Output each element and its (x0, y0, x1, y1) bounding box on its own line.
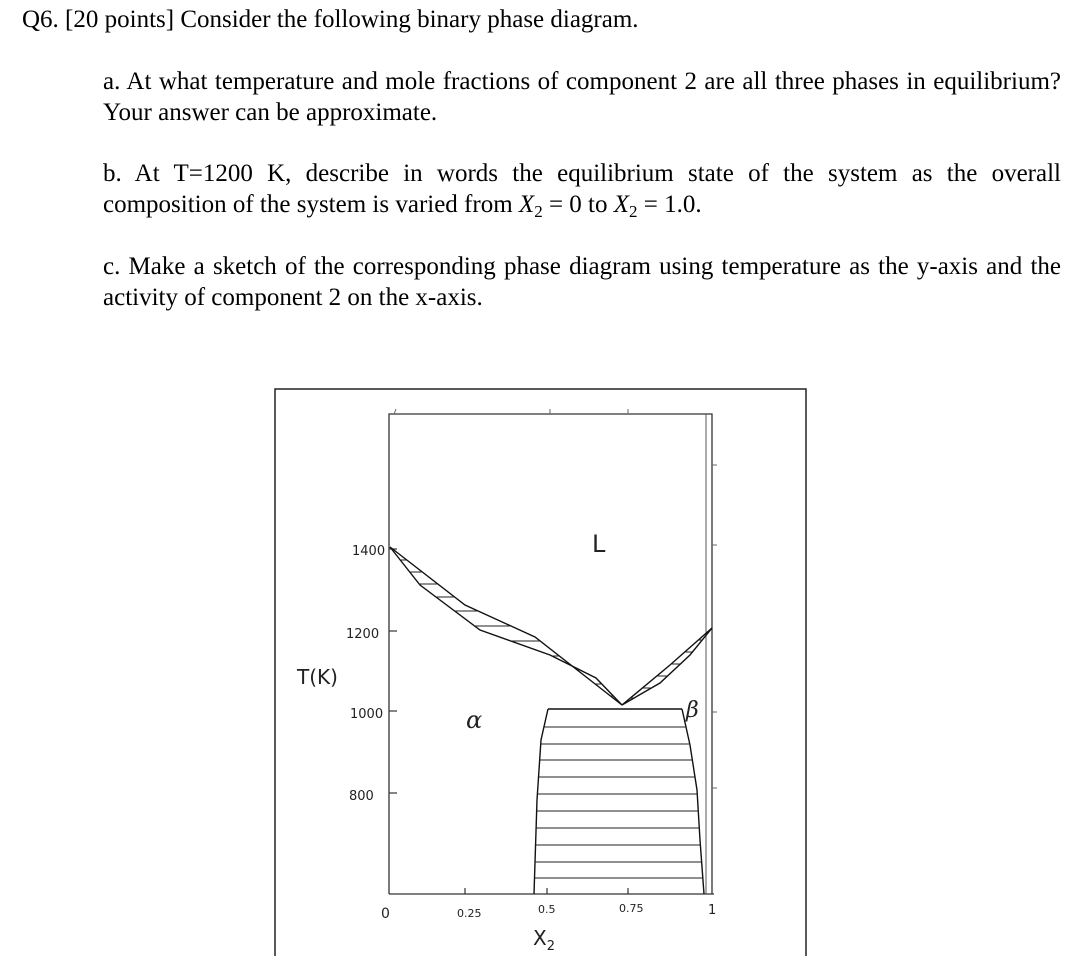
y-tick-label-1400: 1400 (352, 544, 386, 559)
y-tick-label-1000: 1000 (350, 707, 384, 722)
part-a-text: a. At what temperature and mole fractions of component 2 are all three phases in equilibrium? Your answer can be approximate. (103, 68, 1061, 126)
x-axis-label-sub: 2 (546, 939, 555, 954)
x-axis-label (533, 926, 555, 954)
part-c-text: c. Make a sketch of the corresponding phase diagram using temperature as the y-axis and the activity of component 2 on the x-axis. (103, 253, 1061, 311)
part-b-var2: X (613, 191, 630, 218)
part-b-sub2: 2 (629, 202, 638, 221)
phase-label-alpha: α (466, 706, 483, 734)
question-title: Q6. [20 points] Consider the following binary phase diagram. (22, 6, 639, 33)
phase-label-liquid: L (592, 530, 606, 558)
part-b-eq1: = 0 to (542, 191, 614, 218)
alpha-solvus (534, 709, 548, 894)
y-axis-label: T(K) (297, 665, 338, 689)
x-tick-label-0: 0 (381, 906, 390, 922)
figure-frame (275, 389, 806, 956)
alpha-beta-tie-lines (520, 727, 720, 878)
part-b-prefix: b. At T=1200 K, describe in words the equilibrium state of the system as the overall composition of the system is varied from (103, 160, 1061, 218)
x-tick-label-0.25: 0.25 (457, 907, 482, 920)
part-b-eq2: = 1.0. (637, 191, 702, 218)
y-tick-label-1200: 1200 (346, 627, 380, 642)
beta-liquidus-curve (622, 628, 712, 705)
plot-box (389, 414, 712, 894)
alpha-liquid-tie-lines (380, 560, 640, 696)
x-tick-label-0.75: 0.75 (619, 902, 644, 915)
beta-liquid-tie-lines (620, 640, 720, 698)
x-tick-label-1: 1 (708, 903, 717, 918)
x-tick-label-0.5: 0.5 (538, 903, 556, 916)
top-tick (394, 409, 396, 414)
y-tick-label-800: 800 (349, 789, 374, 804)
x-axis-label-main: X (533, 926, 547, 950)
part-b-var1: X (518, 191, 535, 218)
phase-label-beta: β (686, 698, 699, 723)
beta-solvus (682, 709, 704, 894)
part-b-sub1: 2 (534, 202, 543, 221)
